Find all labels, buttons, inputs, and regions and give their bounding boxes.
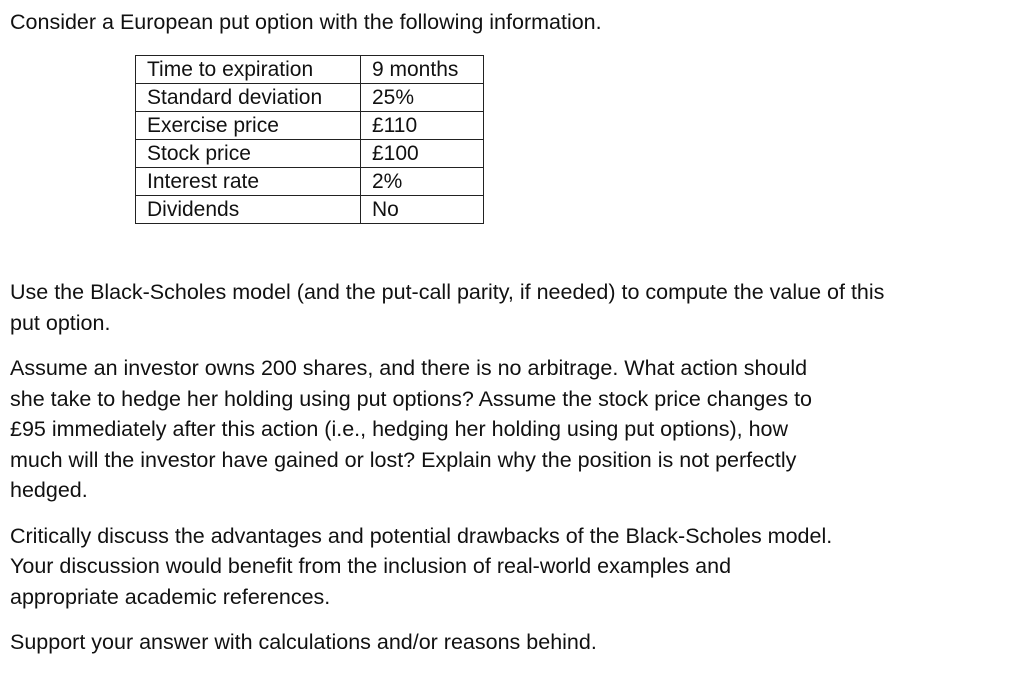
row-label: Exercise price [136, 112, 361, 140]
paragraph-line: Critically discuss the advantages and potential drawbacks of the Black-Scholes model. [10, 523, 833, 548]
table-row [136, 84, 484, 112]
row-value: 25% [361, 84, 484, 112]
row-value: 9 months [361, 56, 484, 84]
paragraph-critical-discussion [10, 521, 1010, 613]
paragraph-line: Use the Black-Scholes model (and the put-call parity, if needed) to compute the value of this [10, 280, 885, 304]
intro-text: Consider a European put option with the following information. [10, 10, 602, 34]
paragraph-line: Support your answer with calculations and/or reasons behind. [10, 630, 597, 654]
paragraph-line: put option. [10, 310, 111, 335]
table-row [136, 196, 484, 224]
paragraph-support-answer [10, 627, 1010, 658]
paragraph-line: appropriate academic references. [10, 584, 331, 609]
option-info-table-wrapper [135, 55, 1024, 224]
paragraph-line: much will the investor have gained or lost? Explain why the position is not perfectly [10, 447, 797, 472]
paragraph-black-scholes-valuation [10, 277, 1010, 338]
row-label: Interest rate [136, 168, 361, 196]
paragraph-line: Your discussion would benefit from the inclusion of real-world examples and [10, 554, 732, 578]
table-row [136, 168, 484, 196]
table-row [136, 56, 484, 84]
row-value: £110 [361, 112, 484, 140]
row-label: Standard deviation [136, 84, 361, 112]
row-label: Time to expiration [136, 56, 361, 84]
paragraph-line: Assume an investor owns 200 shares, and there is no arbitrage. What action should [10, 356, 808, 380]
paragraph-line: hedged. [10, 478, 88, 502]
table-row [136, 140, 484, 168]
paragraph-line: £95 immediately after this action (i.e., hedging her holding using put options), how [10, 417, 789, 441]
question-paragraphs [10, 277, 1010, 673]
paragraph-hedging [10, 353, 1010, 506]
row-value: No [361, 196, 484, 224]
row-label: Stock price [136, 140, 361, 168]
row-value: 2% [361, 168, 484, 196]
option-info-table [135, 55, 484, 224]
paragraph-line: she take to hedge her holding using put options? Assume the stock price changes to [10, 386, 812, 411]
table-row [136, 112, 484, 140]
row-value: £100 [361, 140, 484, 168]
row-label: Dividends [136, 196, 361, 224]
